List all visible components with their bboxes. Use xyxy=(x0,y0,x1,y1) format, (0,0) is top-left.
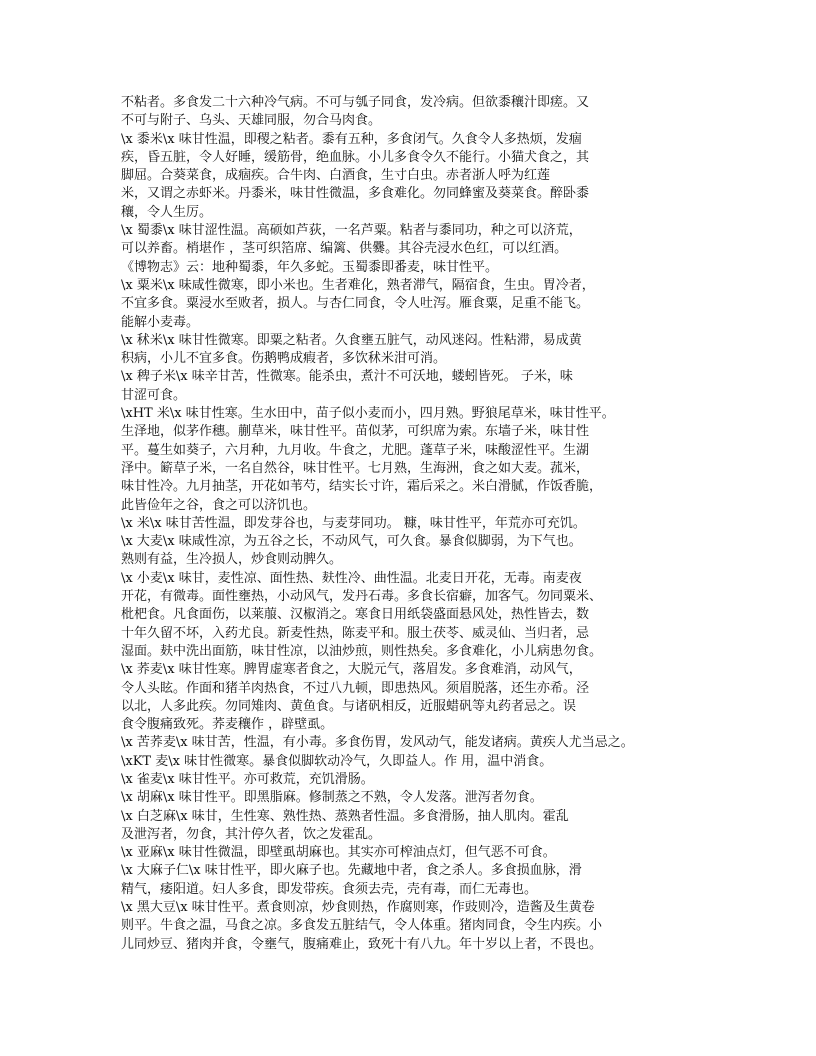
text-line: \x 黍米\x 味甘性温，即稷之粘者。黍有五种，多食闭气。久食令人多热烦，发痼 xyxy=(121,131,582,147)
text-line: \x 大麻子仁\x 味甘性平，即火麻子也。先藏地中者，食之杀人。多食损血脉，滑 xyxy=(121,863,582,879)
document-page xyxy=(121,94,721,954)
text-line: \x 蜀黍\x 味甘涩性温。高硕如芦荻，一名芦粟。粘者与黍同功，种之可以济荒， xyxy=(121,223,582,239)
text-line: 以北，人多此疾。勿同雉肉、黄鱼食。与诸矾相反，近服蜡矾等丸药者忌之。误 xyxy=(121,698,577,714)
text-line: \x 秫米\x 味甘性微寒。即粟之粘者。久食壅五脏气，动风迷闷。性粘滞，易成黄 xyxy=(121,332,582,348)
text-line: 《博物志》云：地种蜀黍，年久多蛇。玉蜀黍即番麦，味甘性平。 xyxy=(121,259,499,275)
text-line: 可以养畜。梢堪作 ，茎可织箔席、编篱、供爨。其谷壳浸水色红，可以红酒。 xyxy=(121,241,568,257)
text-line: 生泽地，似茅作穗。蒯草米，味甘性平。苗似茅，可织席为索。东墙子米，味甘性 xyxy=(121,424,590,440)
text-line: 积病，小儿不宜多食。伤鹅鸭成瘕者，多饮秫米泔可消。 xyxy=(121,351,447,367)
text-line: 不可与附子、乌头、天雄同服，勿合马肉食。 xyxy=(121,113,382,129)
text-line: \x 雀麦\x 味甘性平。亦可救荒，充饥滑肠。 xyxy=(121,771,374,787)
text-line: 枇杷食。凡食面伤，以莱菔、汉椒消之。寒食日用纸袋盛面悬风处，热性皆去，数 xyxy=(121,607,590,623)
text-line: 十年久留不坏，入药尤良。新麦性热，陈麦平和。服土茯苓、威灵仙、当归者，忌 xyxy=(121,625,590,641)
text-line: 甘涩可食。 xyxy=(121,387,187,403)
text-line: \x 亚麻\x 味甘性微温，即壁虱胡麻也。其实亦可榨油点灯，但气恶不可食。 xyxy=(121,845,556,861)
text-line: 开花，有微毒。面性壅热，小动风气，发丹石毒。多食长宿癖，加客气。勿同粟米、 xyxy=(121,589,603,605)
text-line: 令人头眩。作面和猪羊肉热食，不过八九顿，即患热风。须眉脱落，还生亦希。泾 xyxy=(121,680,590,696)
text-line: 泽中。簖草子米，一名自然谷，味甘性平。七月熟，生海洲，食之如大麦。菰米， xyxy=(121,460,590,476)
text-line: 平。蔓生如葵子，六月种，九月收。牛食之，尤肥。蓬草子米，味酸涩性平。生湖 xyxy=(121,442,590,458)
text-line: 穰，令人生厉。 xyxy=(121,204,213,220)
text-line: \x 小麦\x 味甘，麦性凉、面性热、麸性冷、曲性温。北麦日开花，无毒。南麦夜 xyxy=(121,570,582,586)
text-line: \x 大麦\x 味咸性凉，为五谷之长，不动风气，可久食。暴食似脚弱，为下气也。 xyxy=(121,534,582,550)
text-line: \x 黑大豆\x 味甘性平。煮食则凉，炒食则热，作腐则寒，作豉则冷，造酱及生黄卷 xyxy=(121,900,595,916)
text-line: 不粘者。多食发二十六种冷气病。不可与瓠子同食，发冷病。但欲黍穰汁即瘥。又 xyxy=(121,95,590,110)
text-line: 能解小麦毒。 xyxy=(121,314,200,330)
text-line: 食令腹痛致死。荞麦穰作 ，辟壁虱。 xyxy=(121,717,334,733)
text-line: 则平。牛食之温，马食之凉。多食发五脏结气，令人体重。猪肉同食，令生内疾。小 xyxy=(121,918,603,934)
text-line: 及泄泻者，勿食，其汁停久者，饮之发霍乱。 xyxy=(121,826,382,842)
text-line: 疾，昏五脏，令人好睡，缓筋骨，绝血脉。小儿多食令久不能行。小猫犬食之，其 xyxy=(121,149,590,165)
text-line: 熟则有益，生冷损人，炒食则动脾久。 xyxy=(121,552,343,568)
text-line: \x 稗子米\x 味辛甘苦，性微寒。能杀虫，煮汁不可沃地，蝼蚓皆死。 子米，味 xyxy=(121,369,573,385)
text-line: 不宜多食。粟浸水至败者，损人。与杏仁同食，令人吐泻。雁食粟，足重不能飞。 xyxy=(121,296,590,312)
text-line: \x 白芝麻\x 味甘，生性寒、熟性热、蒸熟者性温。多食滑肠，抽人肌肉。霍乱 xyxy=(121,808,569,824)
text-line: \xHT 米\x 味甘性寒。生水田中，苗子似小麦而小，四月熟。野狼尾草米，味甘性平。 xyxy=(121,406,615,422)
text-line: \x 胡麻\x 味甘性平。即黑脂麻。修制蒸之不熟，令人发落。泄泻者勿食。 xyxy=(121,790,543,806)
text-line: 味甘性冷。九月抽茎，开花如苇芍，结实长寸许，霜后采之。米白滑腻，作饭香脆， xyxy=(121,479,603,495)
text-line: 脚屈。合葵菜食，成痼疾。合牛肉、白酒食，生寸白虫。赤者浙人呼为红莲 xyxy=(121,168,551,184)
text-line: 米，又谓之赤虾米。丹黍米，味甘性微温，多食难化。勿同蜂蜜及葵菜食。醉卧黍 xyxy=(121,186,590,202)
text-line: 湿面。麸中洗出面筋，味甘性凉，以油炒煎，则性热矣。多食难化，小儿病患勿食。 xyxy=(121,643,603,659)
text-line: 精气，痿阳道。妇人多食，即发带疾。食须去壳，壳有毒，而仁无毒也。 xyxy=(121,881,538,897)
text-line: \x 荞麦\x 味甘性寒。脾胃虚寒者食之，大脱元气，落眉发。多食难消，动风气， xyxy=(121,662,582,678)
text-line: 儿同炒豆、猪肉并食，令壅气，腹痛难止，致死十有八九。年十岁以上者，不畏也。 xyxy=(121,936,603,952)
text-line: 此皆俭年之谷，食之可以济饥也。 xyxy=(121,497,317,513)
text-line: \x 米\x 味甘苦性温，即发芽谷也，与麦芽同功。 糠，味甘性平，年荒亦可充饥。 xyxy=(121,515,586,531)
text-line: \x 苦荞麦\x 味甘苦，性温，有小毒。多食伤胃，发风动气，能发诸病。黄疾人尤当忌之。 xyxy=(121,735,634,751)
text-line: \xKT 麦\x 味甘性微寒。暴食似脚软动冷气，久即益人。作 用，温中消食。 xyxy=(121,753,553,769)
text-line: \x 粟米\x 味咸性微寒，即小米也。生者难化，熟者滞气，隔宿食，生虫。胃冷者， xyxy=(121,277,595,293)
